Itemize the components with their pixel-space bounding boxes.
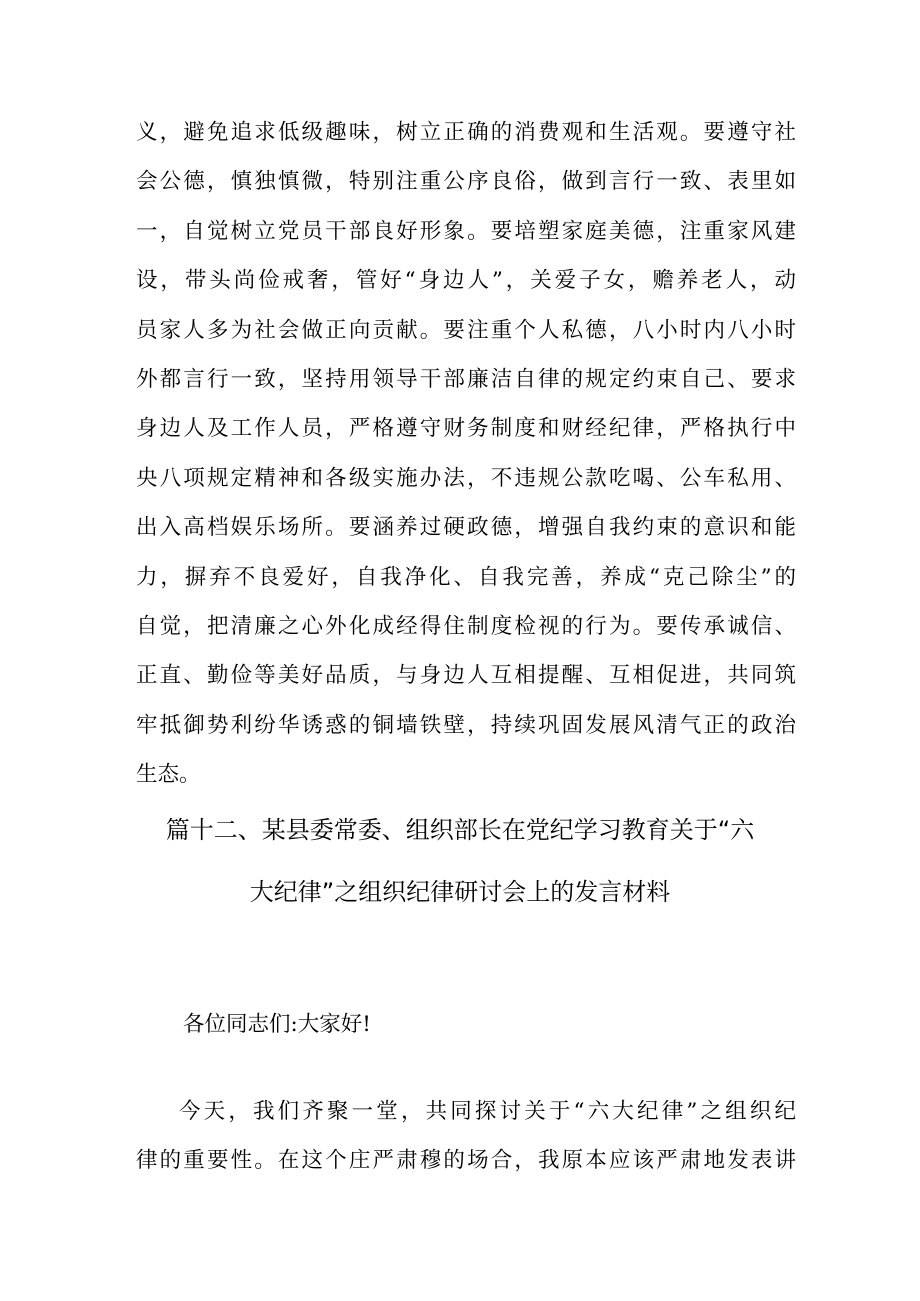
salutation: 各位同志们:大家好!	[183, 1012, 371, 1037]
paragraph-line: 员家人多为社会做正向贡献。要注重个人私德，八小时内八小时	[136, 317, 796, 343]
paragraph-line: 正直、勤俭等美好品质，与身边人互相提醒、互相促进，共同筑	[136, 663, 796, 689]
paragraph-line: 一，自觉树立党员干部良好形象。要培塑家庭美德，注重家风建	[136, 218, 796, 244]
paragraph-line: 设，带头尚俭戒奢，管好“身边人”，关爱子女，赡养老人，动	[136, 268, 796, 294]
paragraph-line: 外都言行一致，坚持用领导干部廉洁自律的规定约束自己、要求	[136, 366, 796, 392]
paragraph-continued	[136, 108, 796, 799]
paragraph-line: 义，避免追求低级趣味，树立正确的消费观和生活观。要遵守社	[136, 120, 796, 145]
paragraph-line: 出入高档娱乐场所。要涵养过硬政德，增强自我约束的意识和能	[136, 515, 796, 541]
section-heading-line-2: 大纪律”之组织纪律研讨会上的发言材料	[249, 878, 671, 906]
paragraph-line: 央八项规定精神和各级实施办法，不违规公款吃喝、公车私用、	[136, 465, 796, 491]
paragraph-line: 力，摒弃不良爱好，自我净化、自我完善，养成“克己除尘”的	[136, 564, 796, 590]
paragraph-line: 身边人及工作人员，严格遵守财务制度和财经纪律，严格执行中	[136, 416, 796, 442]
section-heading-line-1: 篇十二、某县委常委、组织部长在党纪学习教育关于“六	[165, 816, 755, 844]
paragraph-line: 律的重要性。在这个庄严肃穆的场合，我原本应该严肃地发表讲	[136, 1148, 796, 1174]
paragraph-line: 自觉，把清廉之心外化成经得住制度检视的行为。要传承诚信、	[136, 613, 796, 639]
opening-paragraph	[136, 1087, 796, 1186]
paragraph-line: 会公德，慎独慎微，特别注重公序良俗，做到言行一致、表里如	[136, 169, 796, 195]
paragraph-line: 今天，我们齐聚一堂，共同探讨关于“六大纪律”之组织纪	[179, 1099, 796, 1124]
paragraph-line: 牢抵御势利纷华诱惑的铜墙铁壁，持续巩固发展风清气正的政治	[136, 712, 796, 738]
paragraph-line: 生态。	[136, 762, 201, 788]
